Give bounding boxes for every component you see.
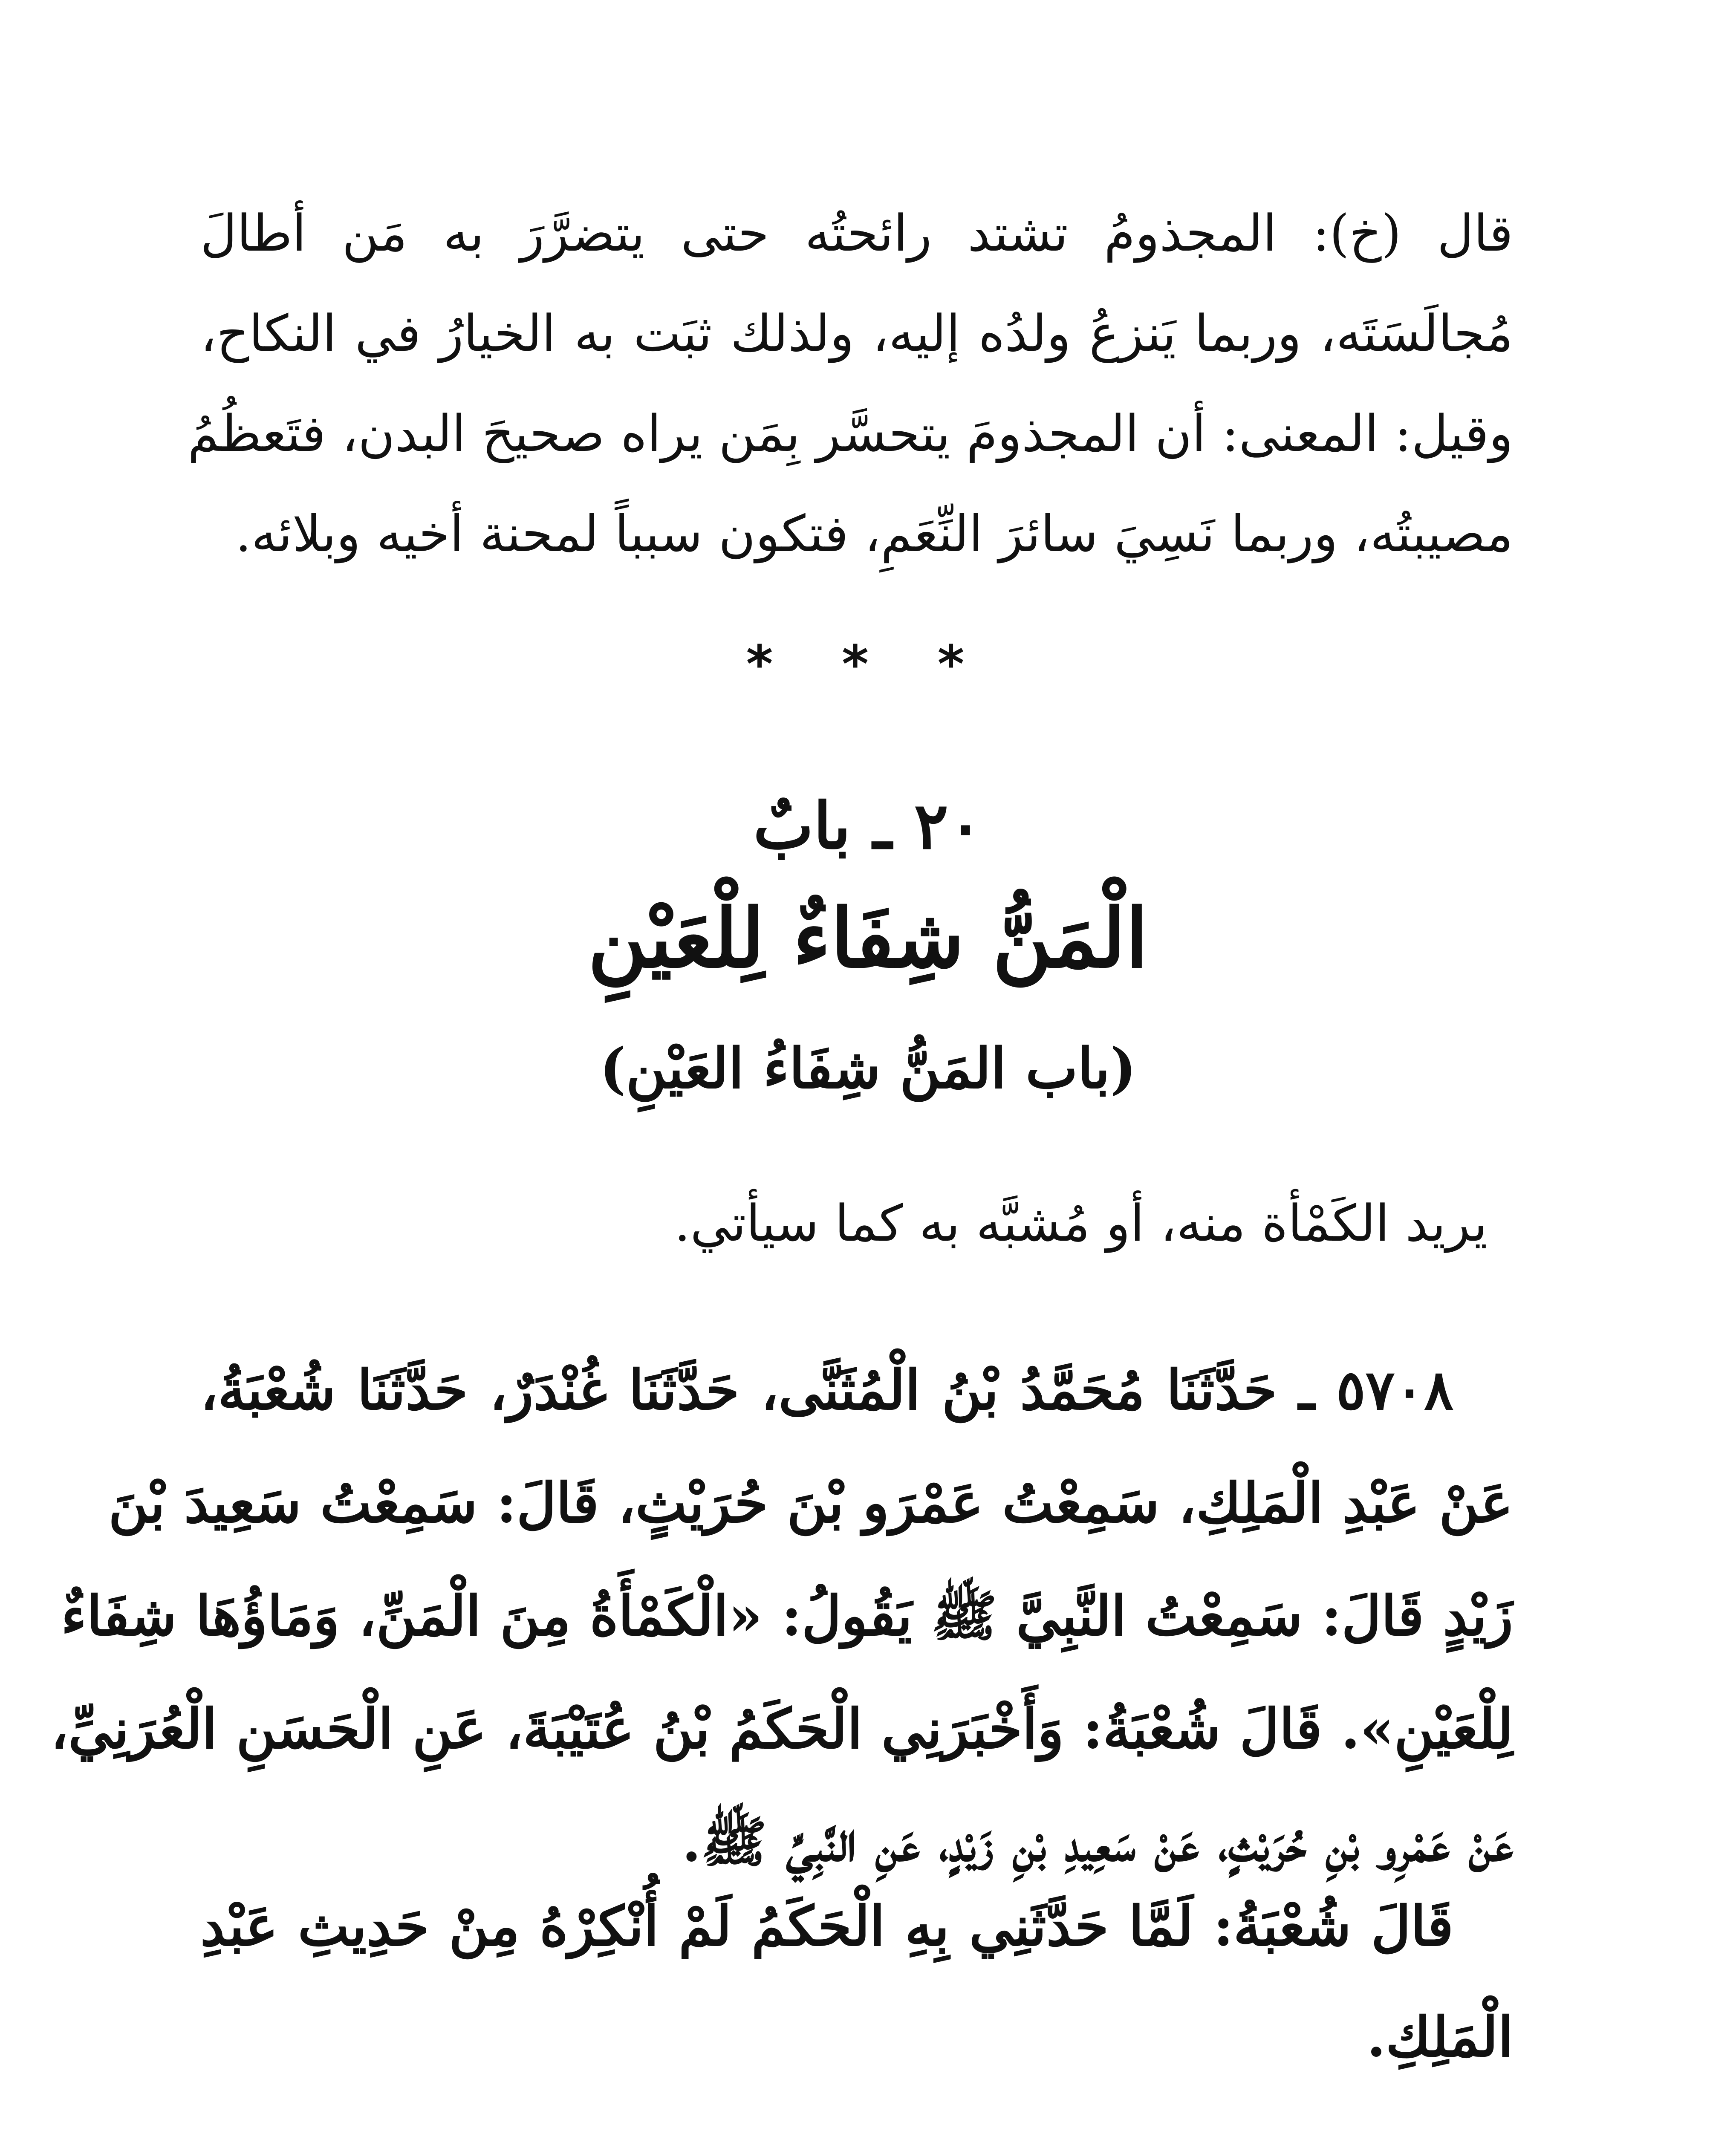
hadith-text [50, 1334, 1513, 1899]
hadith-line: ٥٧٠٨ ـ حَدَّثَنَا مُحَمَّدُ بْنُ الْمُثَنَّى، حَدَّثَنَا غُنْدَرٌ، حَدَّثَنَا شُعْبَةُ، [200, 1358, 1453, 1422]
chapter-title: الْمَنُّ شِفَاءٌ لِلْعَيْنِ [588, 891, 1148, 986]
commentary-line: قال (خ): المجذومُ تشتد رائحتُه حتى يتضرَّرَ به مَن أطالَ [200, 204, 1513, 263]
hadith-line: عَنْ عَبْدِ الْمَلِكِ، سَمِعْتُ عَمْرَو بْنَ حُرَيْثٍ، قَالَ: سَمِعْتُ سَعِيدَ بْنَ [108, 1471, 1513, 1535]
commentary-line: وقيل: المعنى: أن المجذومَ يتحسَّر بِمَن يراه صحيحَ البدن، فتَعظُمُ [188, 404, 1513, 463]
commentary-line: مُجالَسَتَه، وربما يَنزعُ ولدُه إليه، ولذلك ثبَت به الخيارُ في النكاح، [200, 304, 1513, 363]
hadith-line: لِلْعَيْنِ». قَالَ شُعْبَةُ: وَأَخْبَرَنِي الْحَكَمُ بْنُ عُتَيْبَةَ، عَنِ الْحَسَنِ الْعُرَنِيِّ، [50, 1697, 1513, 1761]
chapter-subtitle: (باب المَنُّ شِفَاءُ العَيْنِ) [600, 1036, 1136, 1101]
section-separator-asterism: * * * [746, 635, 990, 694]
chapter-number: ٢٠ ـ بابٌ [753, 788, 983, 863]
intro-sentence [200, 1176, 1513, 1270]
commentary-line: مصيبتُه، وربما نَسِيَ سائرَ النِّعَمِ، فتكون سبباً لمحنة أخيه وبلائه. [235, 504, 1513, 563]
intro-line: يريد الكَمْأة منه، أو مُشبَّه به كما سيأتي. [674, 1194, 1488, 1253]
note-line: قَالَ شُعْبَةُ: لَمَّا حَدَّثَنِي بِهِ الْحَكَمُ لَمْ أُنْكِرْهُ مِنْ حَدِيثِ عَبْدِ [200, 1894, 1453, 1958]
hadith-line: عَنْ عَمْرِو بْنِ حُرَيْثٍ، عَنْ سَعِيدِ بْنِ زَيْدٍ، عَنِ النَّبِيِّ ﷺ. [682, 1810, 1513, 1874]
note-line: الْمَلِكِ. [1366, 2005, 1513, 2069]
narrator-note [200, 1871, 1513, 2093]
commentary-paragraph-top [188, 183, 1513, 584]
hadith-line: زَيْدٍ قَالَ: سَمِعْتُ النَّبِيَّ ﷺ يَقُولُ: «الْكَمْأَةُ مِنَ الْمَنِّ، وَمَاؤُهَا شِفَاءٌ [61, 1584, 1513, 1648]
